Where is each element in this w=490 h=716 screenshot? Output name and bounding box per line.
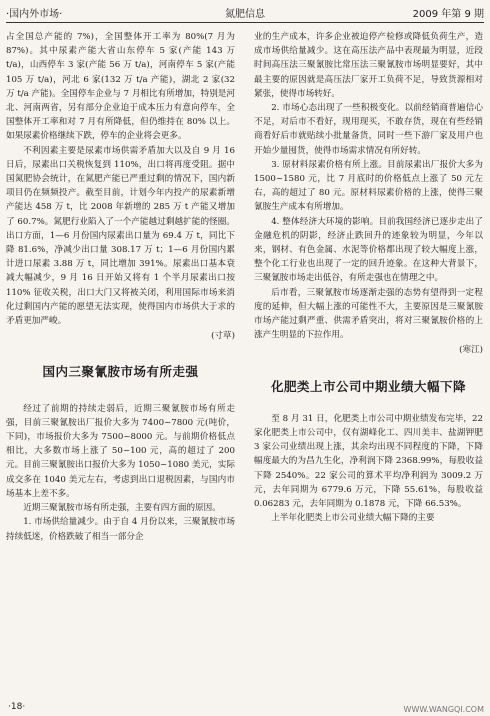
paragraph: 4. 整体经济大环境的影响。目前我国经济已逐步走出了金融危机的阴影，经济止跌回升的迹象较为明显，今年以来，钢材、有色金属、水泥等价格都出现了较大幅度上涨，整个化工行业也出现了一定的回升迹象。在这种大背景下，三聚氰胺市场走出低谷，有所走强也在情理之中。 — [254, 216, 483, 284]
paragraph: 占全国总产能的 7%)，全国整体开工率为 80%(7 月为 87%)。其中尿素产能大省山东停车 5 家(产能 143 万 t/a)，山西停车 3 家(产能 56 万 t/a)，河南停车 5 家(产能 105 万 t/a)，河北 6 家(132 万 t/a 产能)，湖北 2 家(32 万 t/a 产能)。全国停车企业与 7 月相比有所增加，特别是河北、河南两省，另有部分企业迫于成本压力有意向停车，全国整体开工率和对 7 月有所降低，但仍维持在 80% 以上。如果尿素价格继续下跌，停车的企业将会更多。 — [6, 32, 235, 142]
paragraph: 1. 市场供给量减少。由于自 4 月份以来，三聚氰胺市场持续低迷，价格跌破了相当一部分企 — [6, 517, 235, 542]
paragraph: 后市看，三聚氰胺市场逐渐走强的态势有望得到一定程度的延伸，但大幅上涨的可能性不大，主要原因是三聚氰胺市场产能过剩严重、供需矛盾突出，将对三聚氰胺价格的上涨产生明显的下拉作用。 — [254, 287, 483, 341]
paragraph: 经过了前期的持续走弱后，近期三聚氰胺市场有所走强，目前三聚氰胺出厂报价大多为 7400~7800 元(吨价，下同)，市场报价大多为 7500~8000 元。与前期价格低点相比，大多数市场上涨了 50~100 元，高的超过了 200 元。目前三聚氰胺出口报价大多为 1050~1080 美元，实际成交多在 1040 美元左右，考虑到出口退税因素，与国内市场基本上差不多。 — [6, 403, 235, 499]
paragraph: 近期三聚氰胺市场有所走强，主要有四方面的原因。 — [23, 503, 221, 514]
page-header — [6, 0, 484, 23]
author-signature: (寸草) — [211, 331, 235, 342]
article-title: 化肥类上市公司中期业绩大幅下降 — [270, 378, 466, 394]
paragraph: 业的生产成本，许多企业被迫停产检修或降低负荷生产，造成市场供给量减少。这在高压法产品中表现最为明显，近段时间高压法三聚氰胺比常压法三聚氰胺市场明显要好，其中最主要的原因就是高压法厂家开工负荷不足，导致货源相对紧张，使得市场转好。 — [254, 32, 483, 99]
page-number: ·18· — [8, 702, 26, 712]
paragraph: 不利因素主要是尿素市场供需矛盾加大以及自 9 月 16 日后，尿素出口关税恢复到 110%，出口将再度受阻。据中国氮肥协会统计，在氮肥产能已严重过剩的情况下，国内新项目仍在频频投产。截至目前，计划今年内投产的尿素新增产能达 458 万 t，比 2008 年新增的 285 万 t 产能又增加了 60.7%。氮肥行业陷入了一个产能越过剩越扩能的怪圈。出口方面，1—6 月份国内尿素出口量为 69.4 万 t，同比下降 81.6%，净减少出口量 308.17 万 t；1—6 月份国内累计进口尿素 3.88 万 t，同比增加 391%。尿素出口基本衰减大幅减少，9 月 16 日开始又将有 1 个半月尿素出口按 110% 征收关税，出口大门又将被关闭，利用国际市场来消化过剩国内产能的愿望无法实现，使得国内市场供大于求的矛盾更加严峻。 — [6, 145, 235, 327]
watermark: WWW.WANGQI.COM — [403, 705, 484, 714]
issue-label: 2009 年第 9 期 — [412, 9, 484, 20]
article-title: 国内三聚氰胺市场有所走强 — [42, 364, 199, 380]
right-column — [254, 30, 483, 526]
left-column — [6, 30, 235, 544]
section-label: ·国内外市场· — [6, 9, 63, 20]
paragraph: 3. 原材料尿素价格有所上涨。目前尿素出厂报价大多为 1500~1580 元，比 7 月底时的价格低点上涨了 50 元左右，高的超过了 80 元。原材料尿素价格的上涨，使得三聚氰胺生产成本有所增加。 — [254, 159, 483, 213]
author-signature: (寒江) — [459, 345, 483, 356]
publication-title: 氮肥信息 — [225, 9, 265, 20]
paragraph: 至 8 月 31 日，化肥类上市公司中期业绩发布完毕，22 家化肥类上市公司中，仅有湖峰化工、四川美丰、盐湖钾肥 3 家公司业绩出现上涨，其余均出现不同程度的下降，下降幅度最大的为昌九生化，净利润下降 2368.99%，每股收益下降 2540%。22 家公司的算术平均净利润为 3009.2 万元，去年同期为 6779.6 万元，下降 55.61%，每股收益 0.06283 元，去年同期为 0.1878 元，下降 66.53%。 — [254, 413, 483, 510]
paragraph: 2. 市场心态出现了一些积极变化。以前经销商普遍信心不足，对后市不看好，现用现买，不敢存货，现在有些经销商看好后市就贴续小批量备货，同时一些下游厂家及用户也开始少量囤货，使得市场需求情况有所好转。 — [254, 103, 483, 156]
paragraph: 上半年化肥类上市公司业绩大幅下降的主要 — [271, 513, 435, 524]
